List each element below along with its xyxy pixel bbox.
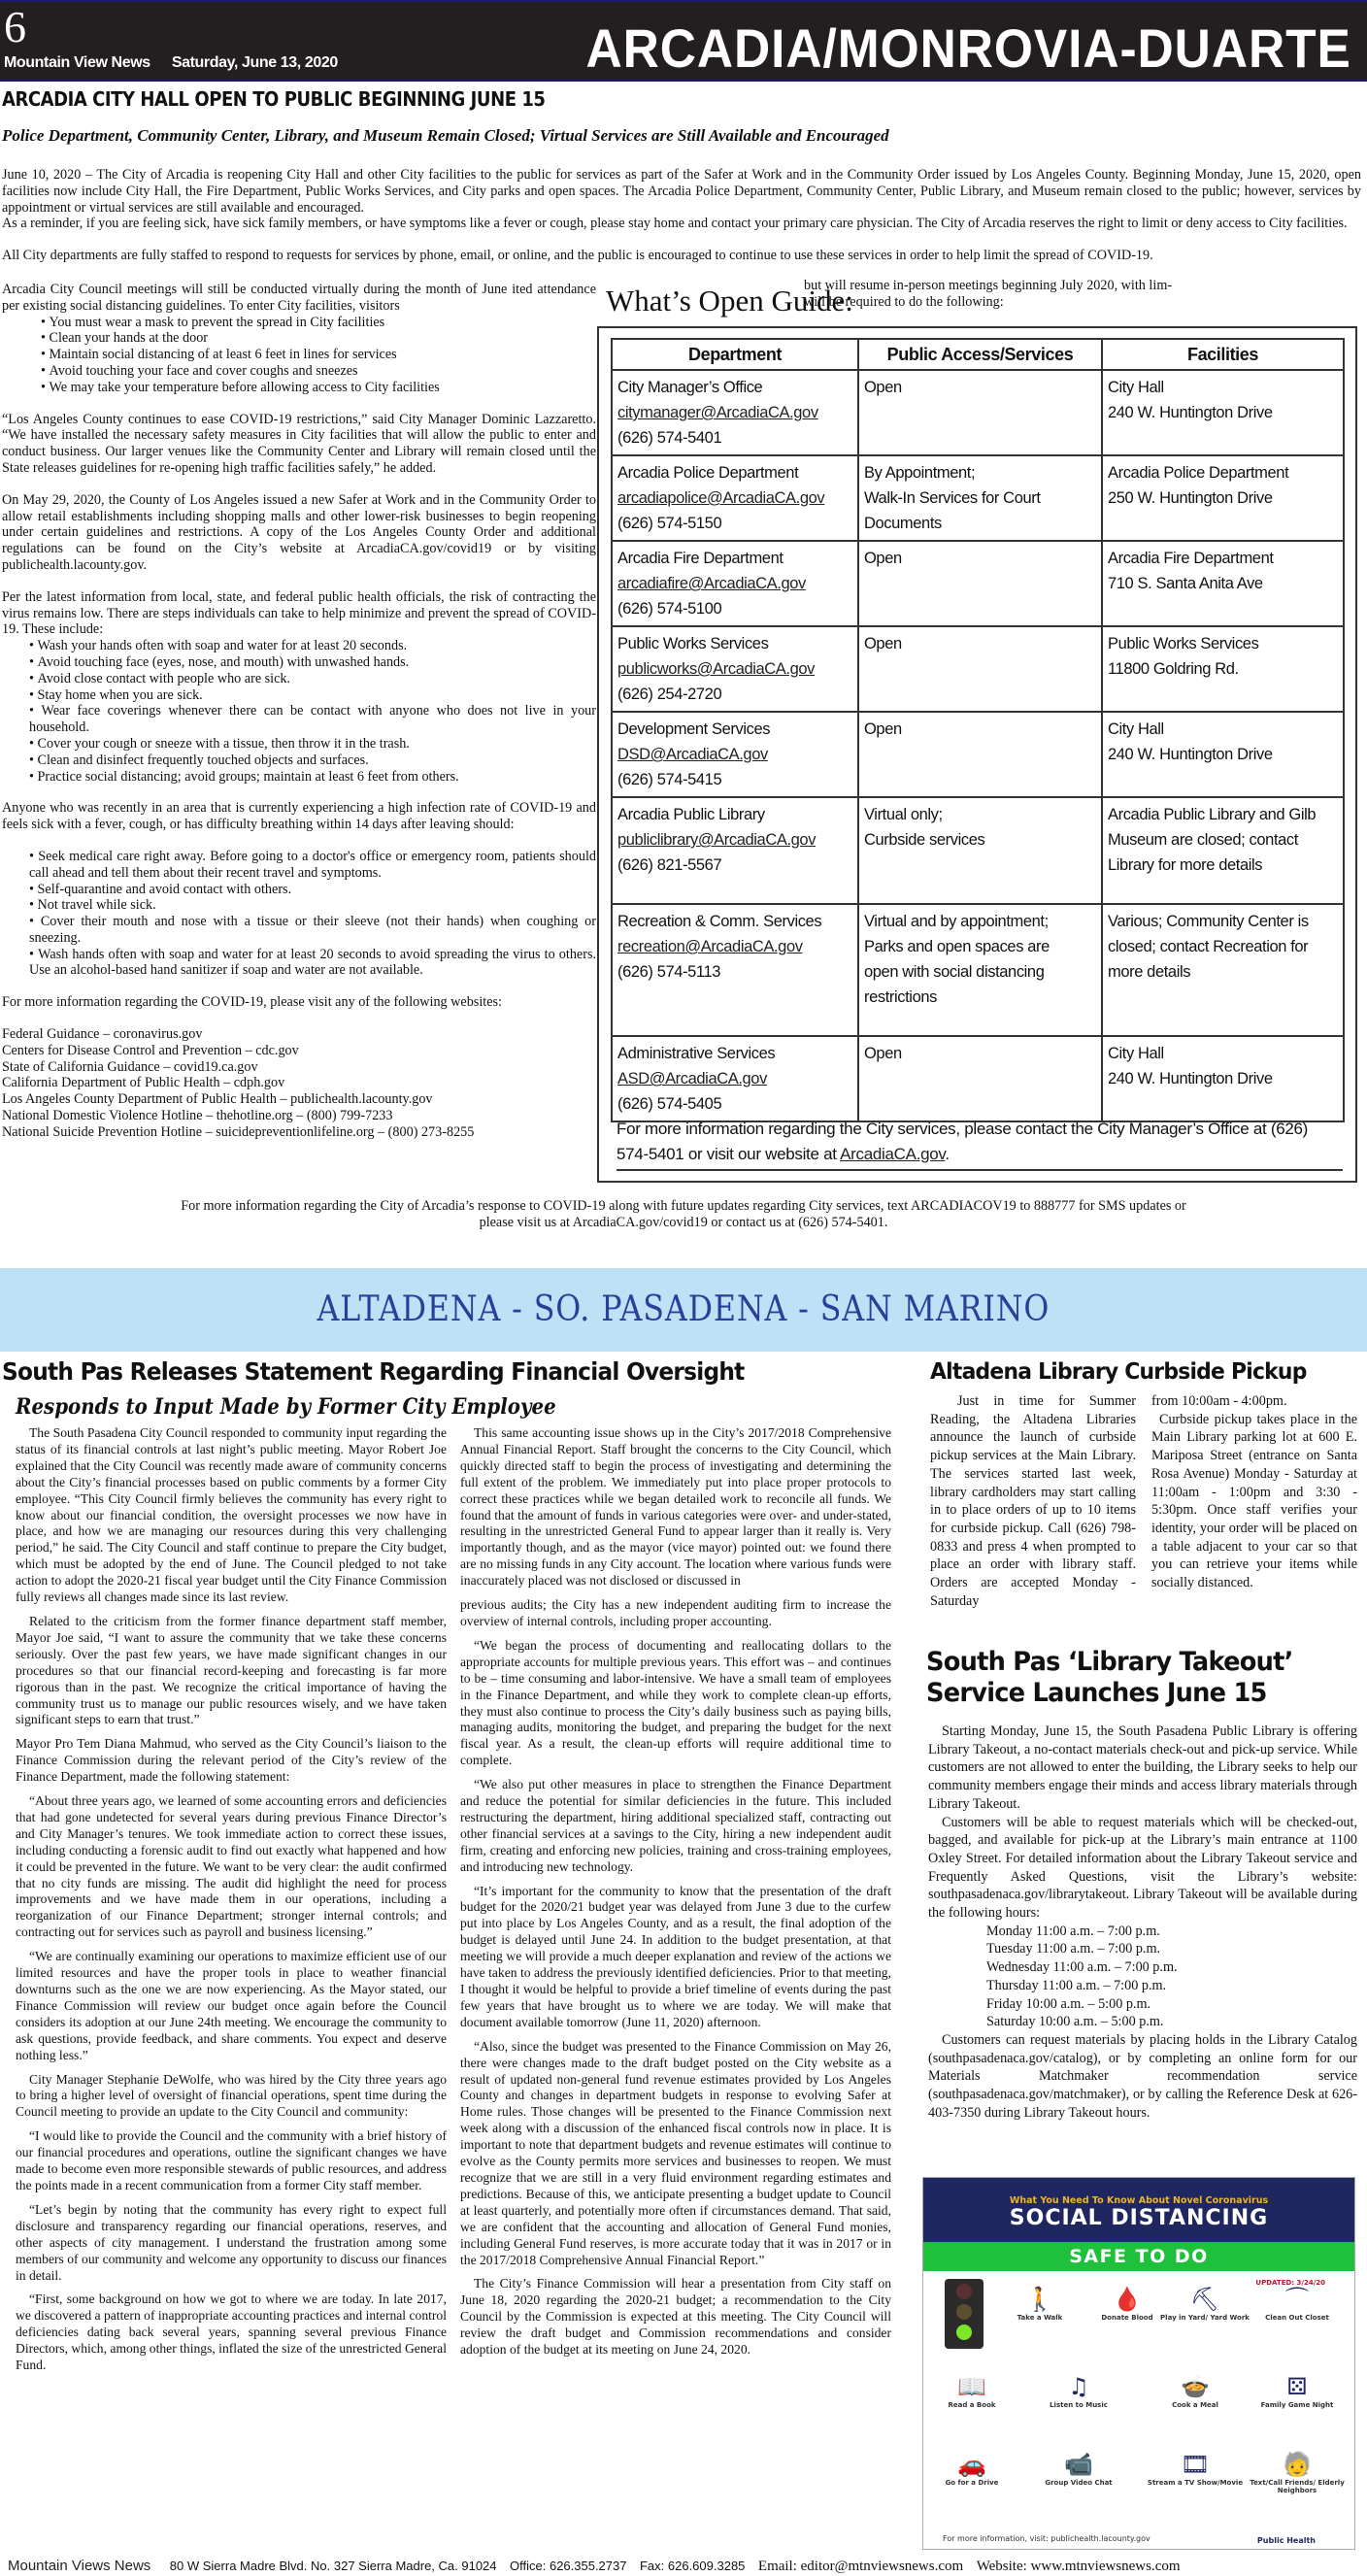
access-line: restrictions bbox=[864, 988, 937, 1006]
department-cell bbox=[612, 1036, 858, 1121]
library-takeout-headline-text: South Pas ‘Library Takeout’ Service Launches June 15 bbox=[926, 1647, 1293, 1708]
department-email-link[interactable]: ASD@ArcadiaCA.gov bbox=[617, 1070, 767, 1087]
access-cell bbox=[858, 904, 1102, 1036]
department-phone: (626) 821-5567 bbox=[617, 856, 722, 874]
access-cell bbox=[858, 370, 1102, 455]
article-paragraph: “We also put other measures in place to strengthen the Finance Department and reduce the potential for similar deficiencies in the future. This included restructuring the department, hiring additional specialized staff, contracting out other financial services at a savings to the City, hiring a new independent audit firm, creating and enforcing new policies, training and cross-training employees, and introducing new technology. bbox=[460, 1777, 891, 1874]
poster-activity bbox=[1249, 2285, 1346, 2322]
facility-line: 11800 Goldring Rd. bbox=[1108, 660, 1239, 678]
access-cell bbox=[858, 1036, 1102, 1121]
access-line: Virtual and by appointment; bbox=[864, 913, 1049, 930]
hours-item: Friday 10:00 a.m. – 5:00 p.m. bbox=[986, 1995, 1151, 2012]
department-name: Arcadia Fire Department bbox=[617, 550, 784, 567]
visitor-rule: • Maintain social distancing of at least 6 feet in lines for services bbox=[41, 347, 596, 363]
poster-activity bbox=[1147, 2372, 1244, 2409]
page-footer bbox=[8, 2558, 1367, 2575]
access-line: Open bbox=[864, 550, 902, 567]
poster-activity bbox=[1030, 2450, 1127, 2487]
website-link[interactable]: California Department of Public Health – cdph.gov bbox=[2, 1075, 285, 1091]
page-number: 6 bbox=[4, 2, 26, 51]
poster-activity bbox=[1156, 2285, 1253, 2322]
department-cell bbox=[612, 541, 858, 626]
access-line: By Appointment; bbox=[864, 464, 976, 482]
publication-date: Saturday, June 13, 2020 bbox=[171, 54, 338, 71]
table-row bbox=[612, 626, 1344, 712]
activity-label: Stream a TV Show/Movie bbox=[1147, 2479, 1244, 2487]
facility-cell bbox=[1102, 904, 1344, 1036]
footer-office: Office: 626.355.2737 bbox=[510, 2559, 627, 2573]
open-guide-footer bbox=[617, 1117, 1343, 1171]
prevention-step: • Avoid touching face (eyes, nose, and mouth) with unwashed hands. bbox=[29, 654, 596, 671]
facility-line: Arcadia Fire Department bbox=[1108, 550, 1274, 567]
article-paragraph: “About three years ago, we learned of some accounting errors and deficiencies that had gone undetected for several years during previous Finance Director’s and City Manager’s tenures. We took immediate action to correct these issues, including conducting a forensic audit to find out exactly what happened and how it could be prevented in the future. We want to be very clear: the audit confirmed that no city funds are missing. The audit did highlight the need for process improvements and we have made them in our operations, including a reorganization of our Finance Department; stronger internal controls; and contracting out for services such as payroll and business licensing.” bbox=[16, 1793, 447, 1940]
facility-line: Library for more details bbox=[1108, 856, 1263, 874]
library-hours-list bbox=[928, 1923, 1357, 2031]
facility-cell bbox=[1102, 626, 1344, 712]
arcadia-reminder-paragraph: As a reminder, if you are feeling sick, have sick family members, or have symptoms like a fever or cough, please stay home and contact your primary care physician. The City of Arcadia reserves the right to limit or deny access to City facilities. bbox=[2, 216, 1348, 232]
activity-label: Donate Blood bbox=[1101, 2314, 1153, 2322]
department-phone: (626) 574-5100 bbox=[617, 600, 722, 618]
masthead bbox=[0, 0, 1367, 82]
table-row bbox=[612, 1036, 1344, 1121]
arcadia-intro bbox=[2, 167, 1361, 264]
library-takeout-paragraph: Customers will be able to request materials which will be checked-out, bagged, and available for pick-up at the Library’s main entrance at 1100 Oxley Street. For detailed information about the Library Takeout service and Frequently Asked Questions, visit the Library’s website: southpasadenaca.gov/librarytakeout. Library Takeout will be available during the following hours: bbox=[928, 1814, 1357, 1922]
article-paragraph: The South Pasadena City Council responded to community input regarding the status of its financial controls at last night’s public meeting. Mayor Robert Joe explained that the City Council was recently made aware of community concerns about the City’s financial processes based on public comments by a former City employee. “This City Council firmly believes the community has every right to know about our financial condition, the oversight processes we now have in place, and how we are managing our resources during this very challenging period,” he said. The City Council and staff continue to prepare the City budget, which must be adopted by the end of June. The Council pledged to not take action to adopt the 2020-21 fiscal year budget until the City Finance Commission fully reviews all changes made since its last review. bbox=[16, 1425, 447, 1605]
aside-line: but will resume in-person meetings beginning July 2020, with lim- bbox=[804, 278, 1173, 293]
publication-name: Mountain View News bbox=[4, 54, 150, 71]
activity-label: Take a Walk bbox=[1017, 2314, 1063, 2322]
department-name: Public Works Services bbox=[617, 635, 769, 652]
activity-label: Family Game Night bbox=[1260, 2401, 1334, 2409]
facility-cell bbox=[1102, 1036, 1344, 1121]
department-phone: (626) 574-5401 bbox=[617, 429, 722, 447]
arcadia-footnote-line: please visit us at ArcadiaCA.gov/covid19 or contact us at (626) 574-5401. bbox=[479, 1214, 888, 1230]
footer-text: For more information regarding the City services, please contact the City Manager’s Office at (626) 574-5401 or visit our website at bbox=[617, 1120, 1309, 1163]
activity-label: Cook a Meal bbox=[1172, 2401, 1218, 2409]
website-link[interactable]: National Suicide Prevention Hotline – suicidepreventionlifeline.org – (800) 273-8255 bbox=[2, 1123, 475, 1140]
department-name: City Manager’s Office bbox=[617, 379, 763, 396]
facility-line: Public Works Services bbox=[1108, 635, 1259, 652]
article-paragraph: Related to the criticism from the former finance department staff member, Mayor Joe said, “I want to assure the community that we take these concerns seriously. Over the past few years, we have made significant changes in our procedures so that our financial record-keeping and forecasting is far more rigorous than in the past. We recognize the critical importance of having the community trust us to manage our public resources wisely, and we have taken significant steps to earn that trust.” bbox=[16, 1613, 447, 1727]
poster-kicker: What You Need To Know About Novel Coronavirus bbox=[1009, 2195, 1269, 2206]
altadena-hours: from 10:00am - 4:00pm. bbox=[1151, 1393, 1287, 1409]
table-row bbox=[612, 541, 1344, 626]
altadena-paragraph: Curbside pickup takes place in the Main Library parking lot at 600 E. Mariposa Street (entrance on Santa Rosa Avenue) Monday - Saturday at 11:00am - 1:00pm and 3:30 - 5:30pm. Once staff verifies your identity, your order will be placed on a table adjacent to your car so that you can retrieve your items while socially distanced. bbox=[1151, 1411, 1357, 1591]
department-name: Development Services bbox=[617, 720, 771, 738]
travel-intro: Anyone who was recently in an area that is currently experiencing a high infection rate of COVID-19 and feels sick with a fever, cough, or has difficulty breathing within 14 days after leaving should: bbox=[2, 800, 596, 833]
music-note-icon: ♫ bbox=[1068, 2373, 1089, 2400]
access-line: Curbside services bbox=[864, 831, 985, 849]
poster-subtitle: SAFE TO DO bbox=[923, 2242, 1354, 2271]
article-paragraph: “We began the process of documenting and reallocating dollars to the appropriate accounts for multiple previous years. This effort was – and continues to be – time consuming and labor-intensive. We have a small team of employees in the Finance Department, and while they work to complete clean-up efforts, they must also continue to process the City’s daily business such as paying bills, managing audits, monitoring the budget, and preparing the budget for the next fiscal year. As a result, the clean-up efforts will require additional time to complete. bbox=[460, 1637, 891, 1768]
poster-updated: UPDATED: 3/24/20 bbox=[1255, 2279, 1325, 2287]
department-phone: (626) 574-5113 bbox=[617, 963, 721, 981]
section-banner bbox=[0, 1268, 1367, 1352]
facility-cell bbox=[1102, 370, 1344, 455]
facility-line: 710 S. Santa Anita Ave bbox=[1108, 575, 1263, 592]
south-pas-column-2 bbox=[460, 1425, 891, 2366]
library-takeout-headline bbox=[926, 1647, 1345, 1709]
open-guide-table bbox=[611, 338, 1345, 1122]
department-cell bbox=[612, 626, 858, 712]
arcadia-headline: ARCADIA CITY HALL OPEN TO PUBLIC BEGINNING JUNE 15 bbox=[2, 87, 546, 111]
table-row bbox=[612, 904, 1344, 1036]
article-paragraph: “I would like to provide the Council and the community with a brief history of our financial procedures and operations, outline the significant changes we have made to become even more responsible stewards of public resources, and address the points made in a recent communication from a former City staff member. bbox=[16, 2128, 447, 2192]
prevention-step: • Wash your hands often with soap and water for at least 20 seconds. bbox=[29, 638, 596, 654]
facility-cell bbox=[1102, 797, 1344, 904]
open-guide-box bbox=[597, 326, 1357, 1183]
department-cell bbox=[612, 904, 858, 1036]
website-link[interactable]: State of California Guidance – covid19.ca.gov bbox=[2, 1058, 258, 1075]
prevention-list bbox=[2, 638, 596, 785]
department-email-link[interactable]: publiclibrary@ArcadiaCA.gov bbox=[617, 831, 817, 849]
access-line: open with social distancing bbox=[864, 963, 1045, 981]
facility-cell bbox=[1102, 712, 1344, 797]
arcadia-intro-paragraph: June 10, 2020 – The City of Arcadia is reopening City Hall and other City facilities to the public for services as part of the Safer at Work and in the Community Order issued by Los Angeles County. Beginning Monday, June 15, 2020, open facilities now include City Hall, the Fire Department, Public Works Services, and City parks and open spaces. The Arcadia Police Department, Community Center, Public Library, and Museum remain closed to the public; however, services by appointment or virtual services are still available and encouraged. bbox=[2, 167, 1361, 216]
access-line: Open bbox=[864, 1045, 902, 1062]
banner-title: ALTADENA - SO. PASADENA - SAN MARINO bbox=[317, 1289, 1050, 1329]
website-link[interactable]: National Domestic Violence Hotline – thehotline.org – (800) 799-7233 bbox=[2, 1108, 393, 1124]
book-icon: 📖 bbox=[957, 2373, 986, 2400]
footer-website[interactable]: Website: www.mtnviewsnews.com bbox=[976, 2559, 1181, 2574]
film-icon: 🎞 bbox=[1180, 2451, 1211, 2478]
article-paragraph: “First, some background on how we got to where we are today. In late 2017, we discovered a pattern of inappropriate accounting practices and internal control deficiencies dating back several years, spanning several previous Finance Directors, which, among other things, inflated the size of the unrestricted General Fund. bbox=[16, 2292, 447, 2373]
access-cell bbox=[858, 455, 1102, 541]
facility-line: City Hall bbox=[1108, 720, 1164, 738]
walk-icon: 🚶 bbox=[1025, 2286, 1054, 2313]
travel-step: • Cover their mouth and nose with a tissue or their sleeve (not their hands) when coughing or sneezing. bbox=[29, 914, 596, 947]
hours-item: Tuesday 11:00 a.m. – 7:00 p.m. bbox=[986, 1941, 1161, 1957]
travel-step: • Wash hands often with soap and water for at least 20 seconds to avoid spreading the virus to others. Use an alcohol-based hand sanitizer if soap and water are not available. bbox=[29, 947, 596, 980]
car-icon: 🚗 bbox=[957, 2451, 986, 2478]
footer-brand: Mountain Views News bbox=[8, 2558, 151, 2574]
table-row bbox=[612, 712, 1344, 797]
prevention-step: • Avoid close contact with people who are sick. bbox=[29, 671, 596, 687]
website-link[interactable]: Los Angeles County Department of Public Health – publichealth.lacounty.gov bbox=[2, 1091, 433, 1108]
department-email-link[interactable]: publicworks@ArcadiaCA.gov bbox=[617, 660, 816, 678]
column-header: Department bbox=[612, 339, 858, 370]
websites-list bbox=[2, 1026, 596, 1141]
department-cell bbox=[612, 455, 858, 541]
travel-list bbox=[2, 849, 596, 979]
dice-icon: ⚄ bbox=[1286, 2373, 1308, 2400]
poster-activity bbox=[1030, 2372, 1127, 2409]
department-name: Arcadia Public Library bbox=[617, 806, 765, 823]
facility-cell bbox=[1102, 541, 1344, 626]
hours-item: Wednesday 11:00 a.m. – 7:00 p.m. bbox=[986, 1959, 1178, 1976]
websites-intro: For more information regarding the COVID-19, please visit any of the following websites: bbox=[2, 994, 502, 1011]
article-paragraph: Mayor Pro Tem Diana Mahmud, who served as the City Council’s liaison to the Finance Commission during the relevant period of the City’s review of the Finance Department, made the following statement: bbox=[16, 1736, 447, 1785]
social-distancing-poster bbox=[922, 2177, 1355, 2550]
facility-line: Arcadia Public Library and Gilb bbox=[1108, 806, 1317, 823]
open-guide-aside bbox=[804, 278, 1348, 311]
altadena-headline: Altadena Library Curbside Pickup bbox=[930, 1359, 1307, 1385]
access-cell bbox=[858, 541, 1102, 626]
article-paragraph: “It’s important for the community to know that the presentation of the draft budget for the 2020/21 budget year was delayed from June 3 due to the curfew put into place by Los Angeles County, and as a result, the final adoption of the budget is delayed until June 24. In addition to the budget presentation, at that meeting we will provide a much deeper explanation and review of the actions we have taken to address the previously identified deficiencies. Prior to that meeting, I thought it would be helpful to provide a brief timeline of events during the past few years that have brought us to where we are today. We will make that document available tomorrow (June 11, 2020) afternoon. bbox=[460, 1883, 891, 2029]
article-paragraph: “Also, since the budget was presented to the Finance Commission on May 26, there were changes made to the draft budget posted on the City website as a result of updated non-general fund revenue estimates provided by Los Angeles County and changes in department budgets in response to evolving Safer at Home rules. Those changes will be presented to the Finance Commission next week along with a discussion of the enhanced fiscal controls now in place. It is important to note that department budgets and revenue estimates will continue to evolve as the County permits more services and businesses to reopen. We must recognize that we are still in a very fluid environment regarding estimates and predictions. Because of this, we anticipate presenting a budget update to Council at least quarterly, and potentially more often if circumstances demand. That said, we are confident that the accounting and allocation of General Fund monies, including General Fund reserves, is more accurate today that it was in 2017 or in the 2017/2018 Comprehensive Annual Financial Report.” bbox=[460, 2038, 891, 2267]
column-header: Public Access/Services bbox=[858, 339, 1102, 370]
library-takeout-paragraph: Customers can request materials by placing holds in the Library Catalog (southpasadenaca.gov/catalog), or by completing an online form for our Materials Matchmaker recommendation service (southpasadenaca.gov/matchmaker), or by calling the Reference Desk at 626-403-7350 during Library Takeout hours. bbox=[928, 2031, 1357, 2121]
visitor-rules-list bbox=[2, 315, 596, 396]
facility-line: Arcadia Police Department bbox=[1108, 464, 1289, 482]
footer-fax: Fax: 626.609.3285 bbox=[639, 2559, 746, 2573]
footer-period: . bbox=[945, 1145, 950, 1163]
department-email-link[interactable]: DSD@ArcadiaCA.gov bbox=[617, 746, 768, 763]
prevention-step: • Clean and disinfect frequently touched objects and surfaces. bbox=[29, 753, 596, 769]
department-email-link[interactable]: recreation@ArcadiaCA.gov bbox=[617, 938, 803, 955]
department-cell bbox=[612, 797, 858, 904]
facility-line: 240 W. Huntington Drive bbox=[1108, 1070, 1273, 1087]
facility-line: Museum are closed; contact bbox=[1108, 831, 1298, 849]
poster-header bbox=[923, 2178, 1354, 2242]
video-camera-icon: 📹 bbox=[1064, 2451, 1093, 2478]
publication-line bbox=[4, 54, 355, 72]
poster-title: SOCIAL DISTANCING bbox=[1009, 2206, 1269, 2230]
access-cell bbox=[858, 626, 1102, 712]
facility-line: 240 W. Huntington Drive bbox=[1108, 746, 1273, 763]
facility-line: closed; contact Recreation for bbox=[1108, 938, 1309, 955]
section-title: ARCADIA/MONROVIA-DUARTE bbox=[585, 17, 1351, 79]
department-phone: (626) 574-5415 bbox=[617, 771, 722, 788]
prevention-intro: Per the latest information from local, state, and federal public health officials, the risk of contracting the virus remains low. There are steps individuals can take to help minimize and prevent the spread of COVID-19. These include: bbox=[2, 588, 596, 638]
hours-item: Monday 11:00 a.m. – 7:00 p.m. bbox=[986, 1923, 1160, 1939]
poster-activity bbox=[1147, 2450, 1244, 2487]
access-line: Open bbox=[864, 635, 902, 652]
arcadia-council-paragraph: Arcadia City Council meetings will still be conducted virtually during the month of June ited attendance per existing social distancing guidelines. To enter City facilities, visitors bbox=[2, 282, 596, 314]
footer-address: 80 W Sierra Madre Blvd. No. 327 Sierra Madre, Ca. 91024 bbox=[169, 2559, 497, 2573]
facility-line: Various; Community Center is bbox=[1108, 913, 1309, 930]
activity-label: Play in Yard/ Yard Work bbox=[1160, 2314, 1250, 2322]
facility-line: City Hall bbox=[1108, 1045, 1164, 1062]
facility-line: 250 W. Huntington Drive bbox=[1108, 489, 1273, 507]
altadena-paragraph: Just in time for Summer Reading, the Altadena Libraries announce the launch of curbside pickup services at the Main Library. The services started last week, library cardholders may start calling in to place orders of up to 10 items for curbside pickup. Call (626) 798-0833 and press 4 when prompted to place an order with library staff. Orders are accepted Monday - Saturday bbox=[930, 1393, 1136, 1609]
prevention-step: • Wear face coverings whenever there can be contact with anyone who does not live in your household. bbox=[29, 703, 596, 736]
poster-activity-grid bbox=[923, 2285, 1355, 2527]
hours-item: Saturday 10:00 a.m. – 5:00 p.m. bbox=[986, 2014, 1164, 2030]
article-paragraph: The City’s Finance Commission will hear a presentation from City staff on June 18, 2020 regarding the 2020-21 budget; a recommendation to the City Council by the Commission is expected at this meeting. The City Council will review the draft budget and Commission recommendations and consider adoption of the budget at its meeting on June 24, 2020. bbox=[460, 2276, 891, 2358]
access-cell bbox=[858, 712, 1102, 797]
poster-activity bbox=[923, 2372, 1020, 2409]
public-health-logo: Public Health bbox=[1256, 2536, 1316, 2545]
website-link[interactable]: Centers for Disease Control and Prevention – cdc.gov bbox=[2, 1042, 299, 1058]
website-link[interactable]: Federal Guidance – coronavirus.gov bbox=[2, 1026, 203, 1043]
access-cell bbox=[858, 797, 1102, 904]
elderly-person-icon: 🧓 bbox=[1283, 2451, 1312, 2478]
access-line: Open bbox=[864, 379, 902, 396]
south-pas-subhead: Responds to Input Made by Former City Employee bbox=[16, 1394, 556, 1420]
arcadia-website-link[interactable]: ArcadiaCA.gov bbox=[840, 1145, 946, 1163]
hanger-icon: ⌒ bbox=[1285, 2286, 1309, 2313]
arcadia-left-column bbox=[2, 282, 596, 1141]
table-row bbox=[612, 797, 1344, 904]
travel-step: • Self-quarantine and avoid contact with others. bbox=[29, 882, 596, 898]
department-cell bbox=[612, 712, 858, 797]
south-pas-column-1 bbox=[16, 1425, 447, 2382]
arcadia-order-paragraph: On May 29, 2020, the County of Los Angeles issued a new Safer at Work and in the Community Order to allow retail establishments including shopping malls and other lower-risk businesses to begin reopening under certain guidelines and restrictions. A copy of the Los Angeles County Order and additional regulations can be found on the City’s website at ArcadiaCA.gov/covid19 or by visiting publichealth.lacounty.gov. bbox=[2, 491, 596, 573]
article-paragraph: This same accounting issue shows up in the City’s 2017/2018 Comprehensive Annual Financial Report. Staff brought the concerns to the City Council, which quickly directed staff to begin the process of investigating and determining the full extent of the problem. We immediately put into place proper protocols to correct these practices while we began detailed work to reconcile all funds. We found that the amount of funds in various categories were over- and under-stated, resulting in the unrestricted General Fund to appear larger than it really is. Very importantly though, and as the mayor (vice mayor) pointed out: we found there are no missing funds in any City account. The location where various funds were inaccurately placed was not disclosed or discussed in bbox=[460, 1425, 891, 1589]
article-paragraph: previous audits; the City has a new independent auditing firm to increase the overview of internal controls, including proper accounting. bbox=[460, 1597, 891, 1628]
department-email-link[interactable]: arcadiafire@ArcadiaCA.gov bbox=[617, 575, 806, 592]
prevention-step: • Practice social distancing; avoid groups; maintain at least 6 feet from others. bbox=[29, 769, 596, 786]
open-guide-title: What’s Open Guide: bbox=[606, 284, 853, 318]
department-email-link[interactable]: citymanager@ArcadiaCA.gov bbox=[617, 404, 818, 421]
arcadia-footnote bbox=[0, 1198, 1367, 1231]
prevention-step: • Stay home when you are sick. bbox=[29, 687, 596, 704]
access-line: Open bbox=[864, 720, 902, 738]
department-phone: (626) 254-2720 bbox=[617, 686, 722, 703]
department-phone: (626) 574-5150 bbox=[617, 515, 722, 532]
department-name: Administrative Services bbox=[617, 1045, 776, 1062]
facility-cell bbox=[1102, 455, 1344, 541]
wheelbarrow-icon: ⛏ bbox=[1189, 2286, 1220, 2313]
access-line: Parks and open spaces are bbox=[864, 938, 1050, 955]
hours-item: Thursday 11:00 a.m. – 7:00 p.m. bbox=[986, 1977, 1167, 1993]
altadena-column-1 bbox=[930, 1392, 1136, 1610]
facility-line: more details bbox=[1108, 963, 1191, 981]
prevention-step: • Cover your cough or sneeze with a tissue, then throw it in the trash. bbox=[29, 736, 596, 753]
travel-step: • Not travel while sick. bbox=[29, 897, 596, 914]
facility-line: 240 W. Huntington Drive bbox=[1108, 404, 1273, 421]
activity-label: Read a Book bbox=[948, 2401, 996, 2409]
poster-activity bbox=[1249, 2372, 1346, 2409]
facility-line: City Hall bbox=[1108, 379, 1164, 396]
library-takeout-paragraph: Starting Monday, June 15, the South Pasadena Public Library is offering Library Takeout, a no-contact materials check-out and pick-up service. While customers are not allowed to enter the building, the Library seeks to help our community members engage their minds and access library materials through Library Takeout. bbox=[928, 1723, 1357, 1812]
blood-drop-icon: 🩸 bbox=[1113, 2286, 1142, 2313]
library-takeout-body bbox=[928, 1723, 1357, 2122]
article-paragraph: “We are continually examining our operations to maximize efficient use of our limited resources and have the proper tools in place to weather financial downturns such as the one we are now experiencing. As the Mayor stated, our Finance Commission will review our budget once again before the Council considers its adoption at our June 24th meeting. We encourage the community to ask questions, provide feedback, and share comments. You expect and deserve nothing less.” bbox=[16, 1949, 447, 2062]
poster-activity bbox=[923, 2450, 1020, 2487]
arcadia-staffed-paragraph: All City departments are fully staffed to respond to requests for services by phone, email, or online, and the public is encouraged to continue to use these services in order to help limit the spread of COVID-19. bbox=[2, 248, 1153, 264]
table-header-row bbox=[612, 339, 1344, 370]
activity-label: Go for a Drive bbox=[945, 2479, 999, 2487]
south-pas-headline: South Pas Releases Statement Regarding Financial Oversight bbox=[2, 1357, 745, 1386]
department-cell bbox=[612, 370, 858, 455]
arcadia-quote-paragraph: “Los Angeles County continues to ease COVID-19 restrictions,” said City Manager Dominic Lazzaretto. “We have installed the necessary safety measures in City facilities that will allow the public to enter and conduct business. Our larger venues like the Community Center and Library will remain closed until the State releases guidelines for re-opening high traffic facilities safely,” he added. bbox=[2, 411, 596, 476]
department-name: Recreation & Comm. Services bbox=[617, 913, 822, 930]
poster-footer: For more information, visit: publichealth.lacounty.gov bbox=[943, 2534, 1150, 2543]
poster-activity bbox=[1249, 2450, 1346, 2494]
activity-label: Listen to Music bbox=[1050, 2401, 1108, 2409]
footer-email[interactable]: Email: editor@mtnviewsnews.com bbox=[757, 2559, 964, 2574]
aside-line: will be required to do the following: bbox=[804, 293, 1004, 310]
department-email-link[interactable]: arcadiapolice@ArcadiaCA.gov bbox=[617, 489, 825, 507]
altadena-column-2 bbox=[1151, 1392, 1357, 1592]
visitor-rule: • Avoid touching your face and cover coughs and sneezes bbox=[41, 363, 596, 380]
article-paragraph: “Let’s begin by noting that the community has every right to expect full disclosure and transparency regarding our financial operations, reserves, and other aspects of city management. I understand the frustration among some members of our community and welcome any opportunity to discuss our finances in detail. bbox=[16, 2201, 447, 2283]
department-name: Arcadia Police Department bbox=[617, 464, 799, 482]
access-line: Documents bbox=[864, 515, 942, 532]
column-header: Facilities bbox=[1102, 339, 1344, 370]
table-row bbox=[612, 455, 1344, 541]
arcadia-subhead: Police Department, Community Center, Library, and Museum Remain Closed; Virtual Services are Still Available and Encouraged bbox=[2, 126, 889, 145]
visitor-rule: • We may take your temperature before allowing access to City facilities bbox=[41, 380, 596, 396]
travel-step: • Seek medical care right away. Before going to a doctor's office or emergency room, patients should call ahead and tell them about their recent travel and symptoms. bbox=[29, 849, 596, 882]
activity-label: Group Video Chat bbox=[1045, 2479, 1113, 2487]
activity-label: Text/Call Friends/ Elderly Neighbors bbox=[1250, 2479, 1345, 2494]
arcadia-footnote-line: For more information regarding the City of Arcadia’s response to COVID-19 along with future updates regarding City services, text ARCADIACOV19 to 888777 for SMS updates or bbox=[181, 1198, 1186, 1214]
visitor-rule: • Clean your hands at the door bbox=[41, 330, 596, 347]
pot-icon: 🍲 bbox=[1181, 2373, 1210, 2400]
table-row bbox=[612, 370, 1344, 455]
article-paragraph: City Manager Stephanie DeWolfe, who was hired by the City three years ago to bring a higher level of oversight of financial operations, spent time during the Council meeting to provide an update to the City Council and community: bbox=[16, 2071, 447, 2120]
department-phone: (626) 574-5405 bbox=[617, 1095, 722, 1113]
access-line: Walk-In Services for Court bbox=[864, 489, 1041, 507]
poster-activity bbox=[991, 2285, 1088, 2322]
visitor-rule: • You must wear a mask to prevent the spread in City facilities bbox=[41, 315, 596, 331]
activity-label: Clean Out Closet bbox=[1265, 2314, 1329, 2322]
access-line: Virtual only; bbox=[864, 806, 943, 823]
